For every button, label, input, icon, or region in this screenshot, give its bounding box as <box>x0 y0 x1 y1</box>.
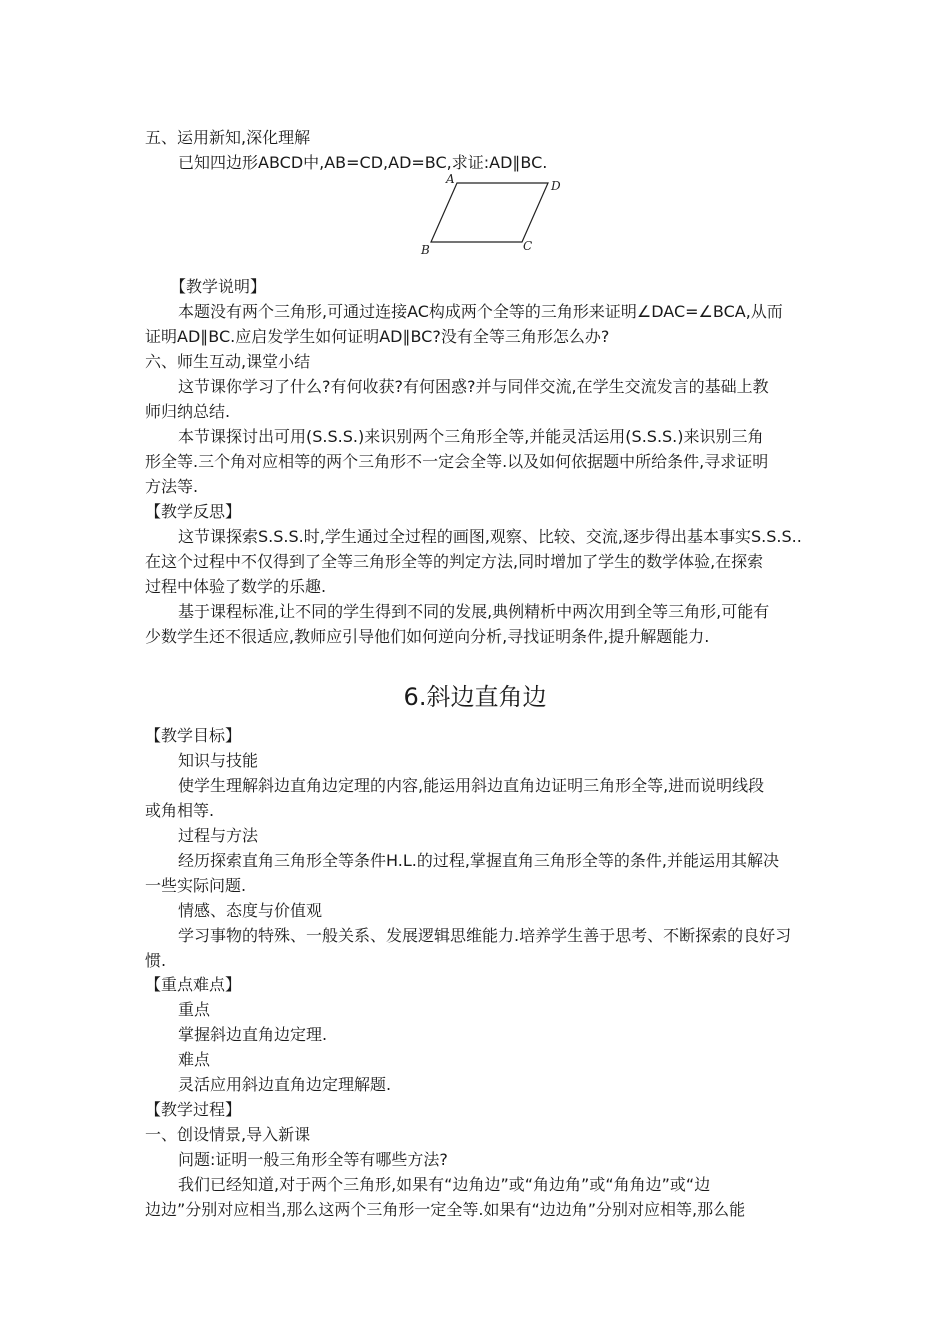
paragraph-line: 少数学生还不很适应,教师应引导他们如何逆向分析,寻找证明条件,提升解题能力. <box>145 627 710 646</box>
subheading: 难点 <box>178 1050 211 1069</box>
subheading: 过程与方法 <box>178 826 259 845</box>
reflection-heading: 【教学反思】 <box>145 502 242 521</box>
paragraph-line: 一些实际问题. <box>145 876 247 895</box>
paragraph-line: 灵活应用斜边直角边定理解题. <box>178 1075 392 1094</box>
subheading: 重点 <box>178 1000 211 1019</box>
paragraph-line: 这节课探索S.S.S.时,学生通过全过程的画图,观察、比较、交流,逐步得出基本事实S.S.S.. <box>178 527 802 546</box>
paragraph-line: 惯. <box>145 951 167 970</box>
vertex-label-b: B <box>421 243 430 257</box>
paragraph-line: 形全等.三个角对应相等的两个三角形不一定会全等.以及如何依据题中所给条件,寻求证明 <box>145 452 769 471</box>
subheading: 知识与技能 <box>178 751 259 770</box>
vertex-label-d: D <box>551 179 561 193</box>
paragraph-line: 使学生理解斜边直角边定理的内容,能运用斜边直角边证明三角形全等,进而说明线段 <box>178 776 765 795</box>
vertex-label-c: C <box>523 239 533 253</box>
parallelogram-abcd <box>431 183 548 242</box>
vertex-label-a: A <box>446 172 455 186</box>
paragraph-line: 这节课你学习了什么?有何收获?有何困惑?并与同伴交流,在学生交流发言的基础上教 <box>178 377 769 396</box>
paragraph-line: 我们已经知道,对于两个三角形,如果有“边角边”或“角边角”或“角角边”或“边 <box>178 1175 711 1194</box>
paragraph-line: 学习事物的特殊、一般关系、发展逻辑思维能力.培养学生善于思考、不断探索的良好习 <box>178 926 792 945</box>
paragraph-line: 方法等. <box>145 477 199 496</box>
parallelogram-figure <box>418 170 568 260</box>
key-points-heading: 【重点难点】 <box>145 975 242 994</box>
paragraph-line: 问题:证明一般三角形全等有哪些方法? <box>178 1150 448 1169</box>
paragraph-line: 边边”分别对应相当,那么这两个三角形一定全等.如果有“边边角”分别对应相等,那么能 <box>145 1200 746 1219</box>
paragraph-line: 经历探索直角三角形全等条件H.L.的过程,掌握直角三角形全等的条件,并能运用其解决 <box>178 851 780 870</box>
paragraph-line: 师归纳总结. <box>145 402 231 421</box>
section-heading: 六、师生互动,课堂小结 <box>145 352 311 371</box>
teaching-note-heading: 【教学说明】 <box>170 277 267 296</box>
process-heading: 【教学过程】 <box>145 1100 242 1119</box>
section-heading: 一、创设情景,导入新课 <box>145 1125 311 1144</box>
paragraph-line: 在这个过程中不仅得到了全等三角形全等的判定方法,同时增加了学生的数学体验,在探索 <box>145 552 764 571</box>
lesson-title: 6.斜边直角边 <box>403 683 547 711</box>
section-heading: 五、运用新知,深化理解 <box>145 128 311 147</box>
paragraph-line: 本题没有两个三角形,可通过连接AC构成两个全等的三角形来证明∠DAC=∠BCA,从而 <box>178 302 783 321</box>
subheading: 情感、态度与价值观 <box>178 901 323 920</box>
problem-statement: 已知四边形ABCD中,AB=CD,AD=BC,求证:AD∥BC. <box>178 153 548 172</box>
paragraph-line: 或角相等. <box>145 801 215 820</box>
paragraph-line: 掌握斜边直角边定理. <box>178 1025 328 1044</box>
paragraph-line: 证明AD∥BC.应启发学生如何证明AD∥BC?没有全等三角形怎么办? <box>145 327 610 346</box>
paragraph-line: 本节课探讨出可用(S.S.S.)来识别两个三角形全等,并能灵活运用(S.S.S.)来识别三角 <box>178 427 764 446</box>
paragraph-line: 基于课程标准,让不同的学生得到不同的发展,典例精析中两次用到全等三角形,可能有 <box>178 602 770 621</box>
objectives-heading: 【教学目标】 <box>145 726 242 745</box>
paragraph-line: 过程中体验了数学的乐趣. <box>145 577 327 596</box>
